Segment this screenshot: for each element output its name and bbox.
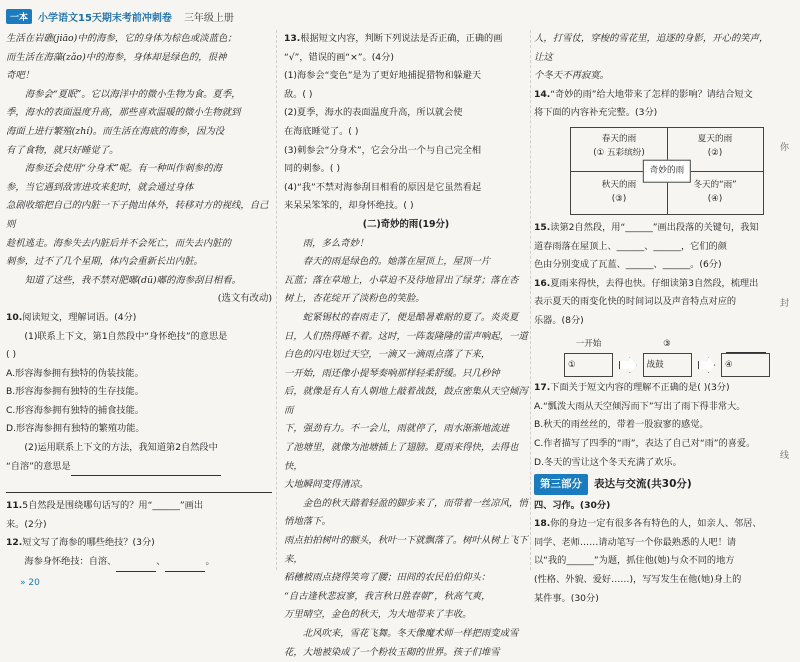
question-number: 16. [534, 277, 551, 289]
cell-body[interactable]: (③) [611, 193, 627, 204]
section-title: 表达与交流(共30分) [594, 478, 692, 491]
question-17 [534, 379, 770, 472]
judge-item: (1)海参会“变色”是为了更好地捕捉猎物和躲避天 [284, 70, 482, 82]
text-line: 生活在岩礁(jiāo)中的海参，它的身体为棕色或淡蓝色； [6, 33, 237, 44]
binding-mark: 封 [780, 299, 790, 309]
passage1-p3 [6, 160, 272, 272]
page-arrow-icon: » [20, 578, 29, 588]
option-c[interactable]: C.形容海参拥有独特的捕食技能。 [6, 404, 144, 416]
passage2 [284, 235, 528, 662]
text-line: 万里晴空，金色的秋天，为大地带来了丰收。 [284, 609, 472, 621]
flow-step [721, 341, 770, 377]
text-line: 瓦蓝；落在草地上，小草迫不及待地冒出了绿芽；落在杏 [284, 274, 519, 286]
text-line: 雨，多么奇妙！ [302, 237, 369, 249]
judge-item[interactable]: 来呆呆笨笨的，却身怀绝技。( ) [284, 200, 414, 212]
page-header [6, 8, 234, 24]
binding-mark: 线 [780, 451, 790, 461]
answer-blank[interactable] [116, 560, 156, 572]
question-13 [284, 30, 528, 216]
question-14 [534, 86, 770, 215]
question-text: 夏雨来得快，去得也快。仔细读第3自然段，梳理出 [550, 277, 759, 289]
text-line: 趁机逃走。海参失去内脏后并不会死亡，而失去内脏的 [6, 237, 232, 249]
cell-title: 冬天的“雨” [693, 179, 737, 190]
question-text: 以“我的______”为题，抓住他(她)与众不同的地方 [534, 555, 735, 567]
question-number: 13. [284, 33, 301, 44]
text-line: 日，人们热得睡不着。这时，一阵轰隆隆的雷声响起，一道 [284, 330, 528, 342]
text-line: 人，打雪仗，穿梭的雪花里，追逐的身影，开心的笑声，让这 [534, 33, 769, 63]
grid-center-label: 奇妙的雨 [643, 160, 691, 183]
text-line: 急剧收缩把自己的内脏一下子抛出体外，转移对方的视线，自己则 [6, 200, 269, 230]
answer-line[interactable] [6, 478, 272, 493]
answer-blank[interactable] [726, 341, 766, 353]
option-b[interactable]: B.形容海参拥有独特的生存技能。 [6, 386, 144, 398]
grid-cell-summer [667, 132, 763, 160]
cell-body[interactable]: (④) [707, 193, 723, 204]
question-number: 14. [534, 88, 551, 100]
question-11 [6, 497, 272, 534]
passage1-p1 [6, 30, 272, 86]
question-text: 某件事。(30分) [534, 592, 599, 604]
column-left [6, 30, 272, 572]
flow-box[interactable]: ① [564, 353, 613, 377]
text-line: 而生活在海藻(zǎo)中的海参，身体却是绿色的，很神 [6, 51, 227, 63]
option-a[interactable]: A.“瓢泼大雨从天空倾泻而下”写出了雨下得非常大。 [534, 400, 746, 412]
text-line: 下，强劲有力。不一会儿，雨就停了，雨水渐渐地流进 [284, 423, 510, 435]
question-16 [534, 275, 770, 377]
text-line: 奇吧！ [6, 70, 35, 82]
binding-mark: 你 [780, 143, 790, 153]
question-text: 阅读短文，理解词语。(4分) [22, 311, 137, 323]
passage-source: (选文有改动) [217, 293, 272, 305]
question-text: 乐器。(8分) [534, 314, 584, 326]
question-text: 表示夏天的雨变化快的时间词以及声音特点对应的 [534, 296, 737, 308]
flow-box[interactable]: ④ [721, 353, 770, 377]
arrow-right-icon [698, 357, 716, 373]
question-text: 同学、老师……请动笔写一个你最熟悉的人吧！请 [534, 536, 737, 548]
question-text: (2)运用联系上下文的方法，我知道第2自然段中 [24, 442, 218, 454]
question-text: (性格、外貌、爱好……)，写写发生在他(她)身上的 [534, 574, 742, 586]
column-divider [276, 30, 277, 570]
text-line: 一开始，雨还像小提琴奏响那样轻柔舒缓。只几秒钟 [284, 367, 500, 379]
question-number: 17. [534, 382, 551, 394]
text-line: “自古逢秋悲寂寥，我言秋日胜春朝”，秋高气爽， [284, 590, 491, 602]
passage1-p4 [6, 272, 272, 291]
question-15 [534, 219, 770, 275]
option-d[interactable]: D.形容海参拥有独特的繁殖功能。 [6, 423, 145, 435]
flow-step [643, 335, 692, 378]
section-tag: 第三部分 [534, 474, 588, 495]
option-c[interactable]: C.作者描写了四季的“雨”，表达了自己对“雨”的喜爱。 [534, 437, 756, 449]
judge-item: (3)刺参会“分身术”，它会分出一个与自己完全相 [284, 144, 482, 156]
question-10 [6, 309, 272, 493]
option-a[interactable]: A.形容海参拥有独特的伪装技能。 [6, 367, 144, 379]
flow-label: 一开始 [575, 338, 602, 349]
question-text: 海参身怀绝技：自溶、 [24, 556, 117, 568]
text-line: 海参还会使用“分身术”呢。有一种叫作刺参的海 [24, 163, 222, 175]
text-line: 雨点拍拍树叶的额头，秋叶一下就飘落了。树叶从树上飞下来， [284, 535, 528, 565]
option-b[interactable]: B.秋天的雨丝丝的，带着一股寂寥的感觉。 [534, 419, 709, 431]
judge-item[interactable]: 同的刺参。( ) [284, 163, 341, 175]
page-number-text: 20 [28, 578, 40, 588]
text-line: 个冬天不再寂寞。 [534, 70, 610, 82]
passage2-title: (二)奇妙的雨(19分) [362, 218, 450, 230]
judge-item[interactable]: 敌。( ) [284, 88, 313, 100]
answer-paren[interactable]: ( ) [6, 349, 17, 361]
question-text: “√”，错误的画“×”。(4分) [284, 51, 394, 63]
answer-blank[interactable] [165, 560, 205, 572]
answer-blank[interactable] [71, 464, 221, 476]
section-3-banner [534, 474, 770, 495]
judge-item[interactable]: 在海底睡觉了。( ) [284, 125, 359, 137]
text-line: 参，当它遇到敌害进攻来犯时，就会通过身体 [6, 181, 194, 193]
arrow-right-icon [619, 357, 637, 373]
text-line: 海面上进行繁殖(zhí)。而生活在海底的海参，因为没 [6, 125, 225, 137]
text-line: 知道了这些，我不禁对肥嘟(dū)嘟的海参刮目相看。 [24, 274, 242, 286]
section-4-title: 四、习作。(30分) [534, 499, 611, 511]
cell-title: 春天的雨 [601, 133, 637, 144]
column-middle [284, 30, 528, 662]
question-number: 15. [534, 221, 551, 233]
question-number: 18. [534, 518, 551, 530]
judge-item: (4)“我”不禁对海参刮目相看的原因是它虽然看起 [284, 181, 482, 193]
question-text: 来。(2分) [6, 518, 47, 530]
passage1-p2 [6, 86, 272, 160]
judge-item: (2)夏季，海水的表面温度升高，所以就会使 [284, 107, 463, 119]
text-line: 海参会“夏眠”。它以海洋中的微小生物为食。夏季， [24, 88, 241, 100]
text-line: 大地瞬间变得清凉。 [284, 479, 369, 491]
question-text: “奇妙的雨”给大地带来了怎样的影响？请结合短文 [550, 88, 753, 100]
text-line: 蛇紧锡杖的春雨走了，便是酷暑难耐的夏了。炎炎夏 [302, 311, 519, 323]
question-text: 短文写了海参的哪些绝技？(3分) [22, 537, 155, 549]
question-text: 读第2自然段，用“______”画出段落的关键句，我知 [550, 221, 759, 233]
question-number: 11. [6, 500, 23, 512]
text-line: 有了食物，就只好睡觉了。 [6, 144, 119, 156]
cell-body: (① 五彩缤纷) [593, 147, 645, 158]
text-line: 花，大地被染成了一个粉妆玉砌的世界。孩子们堆雪 [284, 646, 500, 658]
text-line: 季，海水的表面温度升高，那些喜欢温暖的微小生物就到 [6, 107, 241, 119]
header-title: 小学语文15天期末考前冲刺卷 [38, 12, 172, 24]
passage2-continued [534, 30, 770, 86]
column-right [534, 30, 770, 608]
question-text: (1)联系上下文，第1自然段中“身怀绝技”的意思是 [24, 330, 228, 342]
header-grade: 三年级上册 [183, 12, 234, 24]
flow-box: 战鼓 [643, 353, 692, 377]
cell-body[interactable]: (②) [707, 147, 723, 158]
brand-logo: 一本 [6, 9, 32, 24]
text-line: 后，就像是有人有人朝地上敲着战鼓，鼓点密集从天空倾泻而 [284, 386, 528, 416]
question-text: 下面关于短文内容的理解不正确的是( )(3分) [550, 382, 730, 394]
seasons-grid [570, 127, 764, 215]
question-text: 色由分别变成了瓦蓝、______、______。(6分) [534, 259, 722, 271]
text-line: 树上，杏花绽开了淡粉色的笑脸。 [284, 293, 425, 305]
page-number [20, 578, 40, 588]
text-line: 北风吹来，雪花飞舞。冬天像魔术师一样把雨变成雪 [302, 628, 519, 639]
question-12: 12.短文写了海参的哪些绝技？(3分) 海参身怀绝技：自溶、 、 。 [6, 534, 272, 571]
question-text: 你的身边一定有很多各有特色的人，如亲人、邻居、 [550, 518, 762, 530]
sequence-flow [564, 335, 770, 378]
question-text: 5自然段是围绕哪句话写的？用“______”画出 [22, 500, 204, 512]
text-line: 春天的雨是绿色的。她落在屋顶上，屋顶一片 [302, 256, 491, 268]
text-line: 白色的闪电划过天空，一滴又一滴雨点落了下来， [284, 349, 491, 361]
flow-step [564, 335, 613, 378]
cell-title: 秋天的雨 [601, 179, 637, 190]
question-18 [534, 515, 770, 608]
question-number: 10. [6, 311, 23, 323]
text-line: 了池塘里，就像为池塘插上了翅膀。夏雨来得快，去得也快， [284, 442, 519, 472]
option-d[interactable]: D.冬天的雪让这个冬天充满了欢乐。 [534, 456, 682, 468]
question-text: 将下面的内容补充完整。(3分) [534, 107, 658, 119]
question-text: 根据短文内容，判断下列说法是否正确，正确的画 [300, 33, 503, 44]
cell-title: 夏天的雨 [697, 133, 733, 144]
question-number: 12. [6, 537, 23, 549]
flow-label[interactable]: ③ [663, 338, 671, 349]
question-text: “自溶”的意思是 [6, 460, 71, 472]
grid-cell-spring [571, 132, 667, 160]
question-text: 道春雨落在屋顶上、______、______，它们的颜 [534, 240, 727, 252]
text-line: 稻穗被雨点挠得笑弯了腰；田间的农民伯伯仰头： [284, 572, 491, 584]
text-line: 刺参，过不了几个星期，体内会重新长出内脏。 [6, 256, 203, 268]
text-line: 金色的秋天踏着轻盈的脚步来了，而带着一丝凉风，悄悄地落下。 [284, 497, 528, 528]
column-divider [530, 30, 531, 570]
